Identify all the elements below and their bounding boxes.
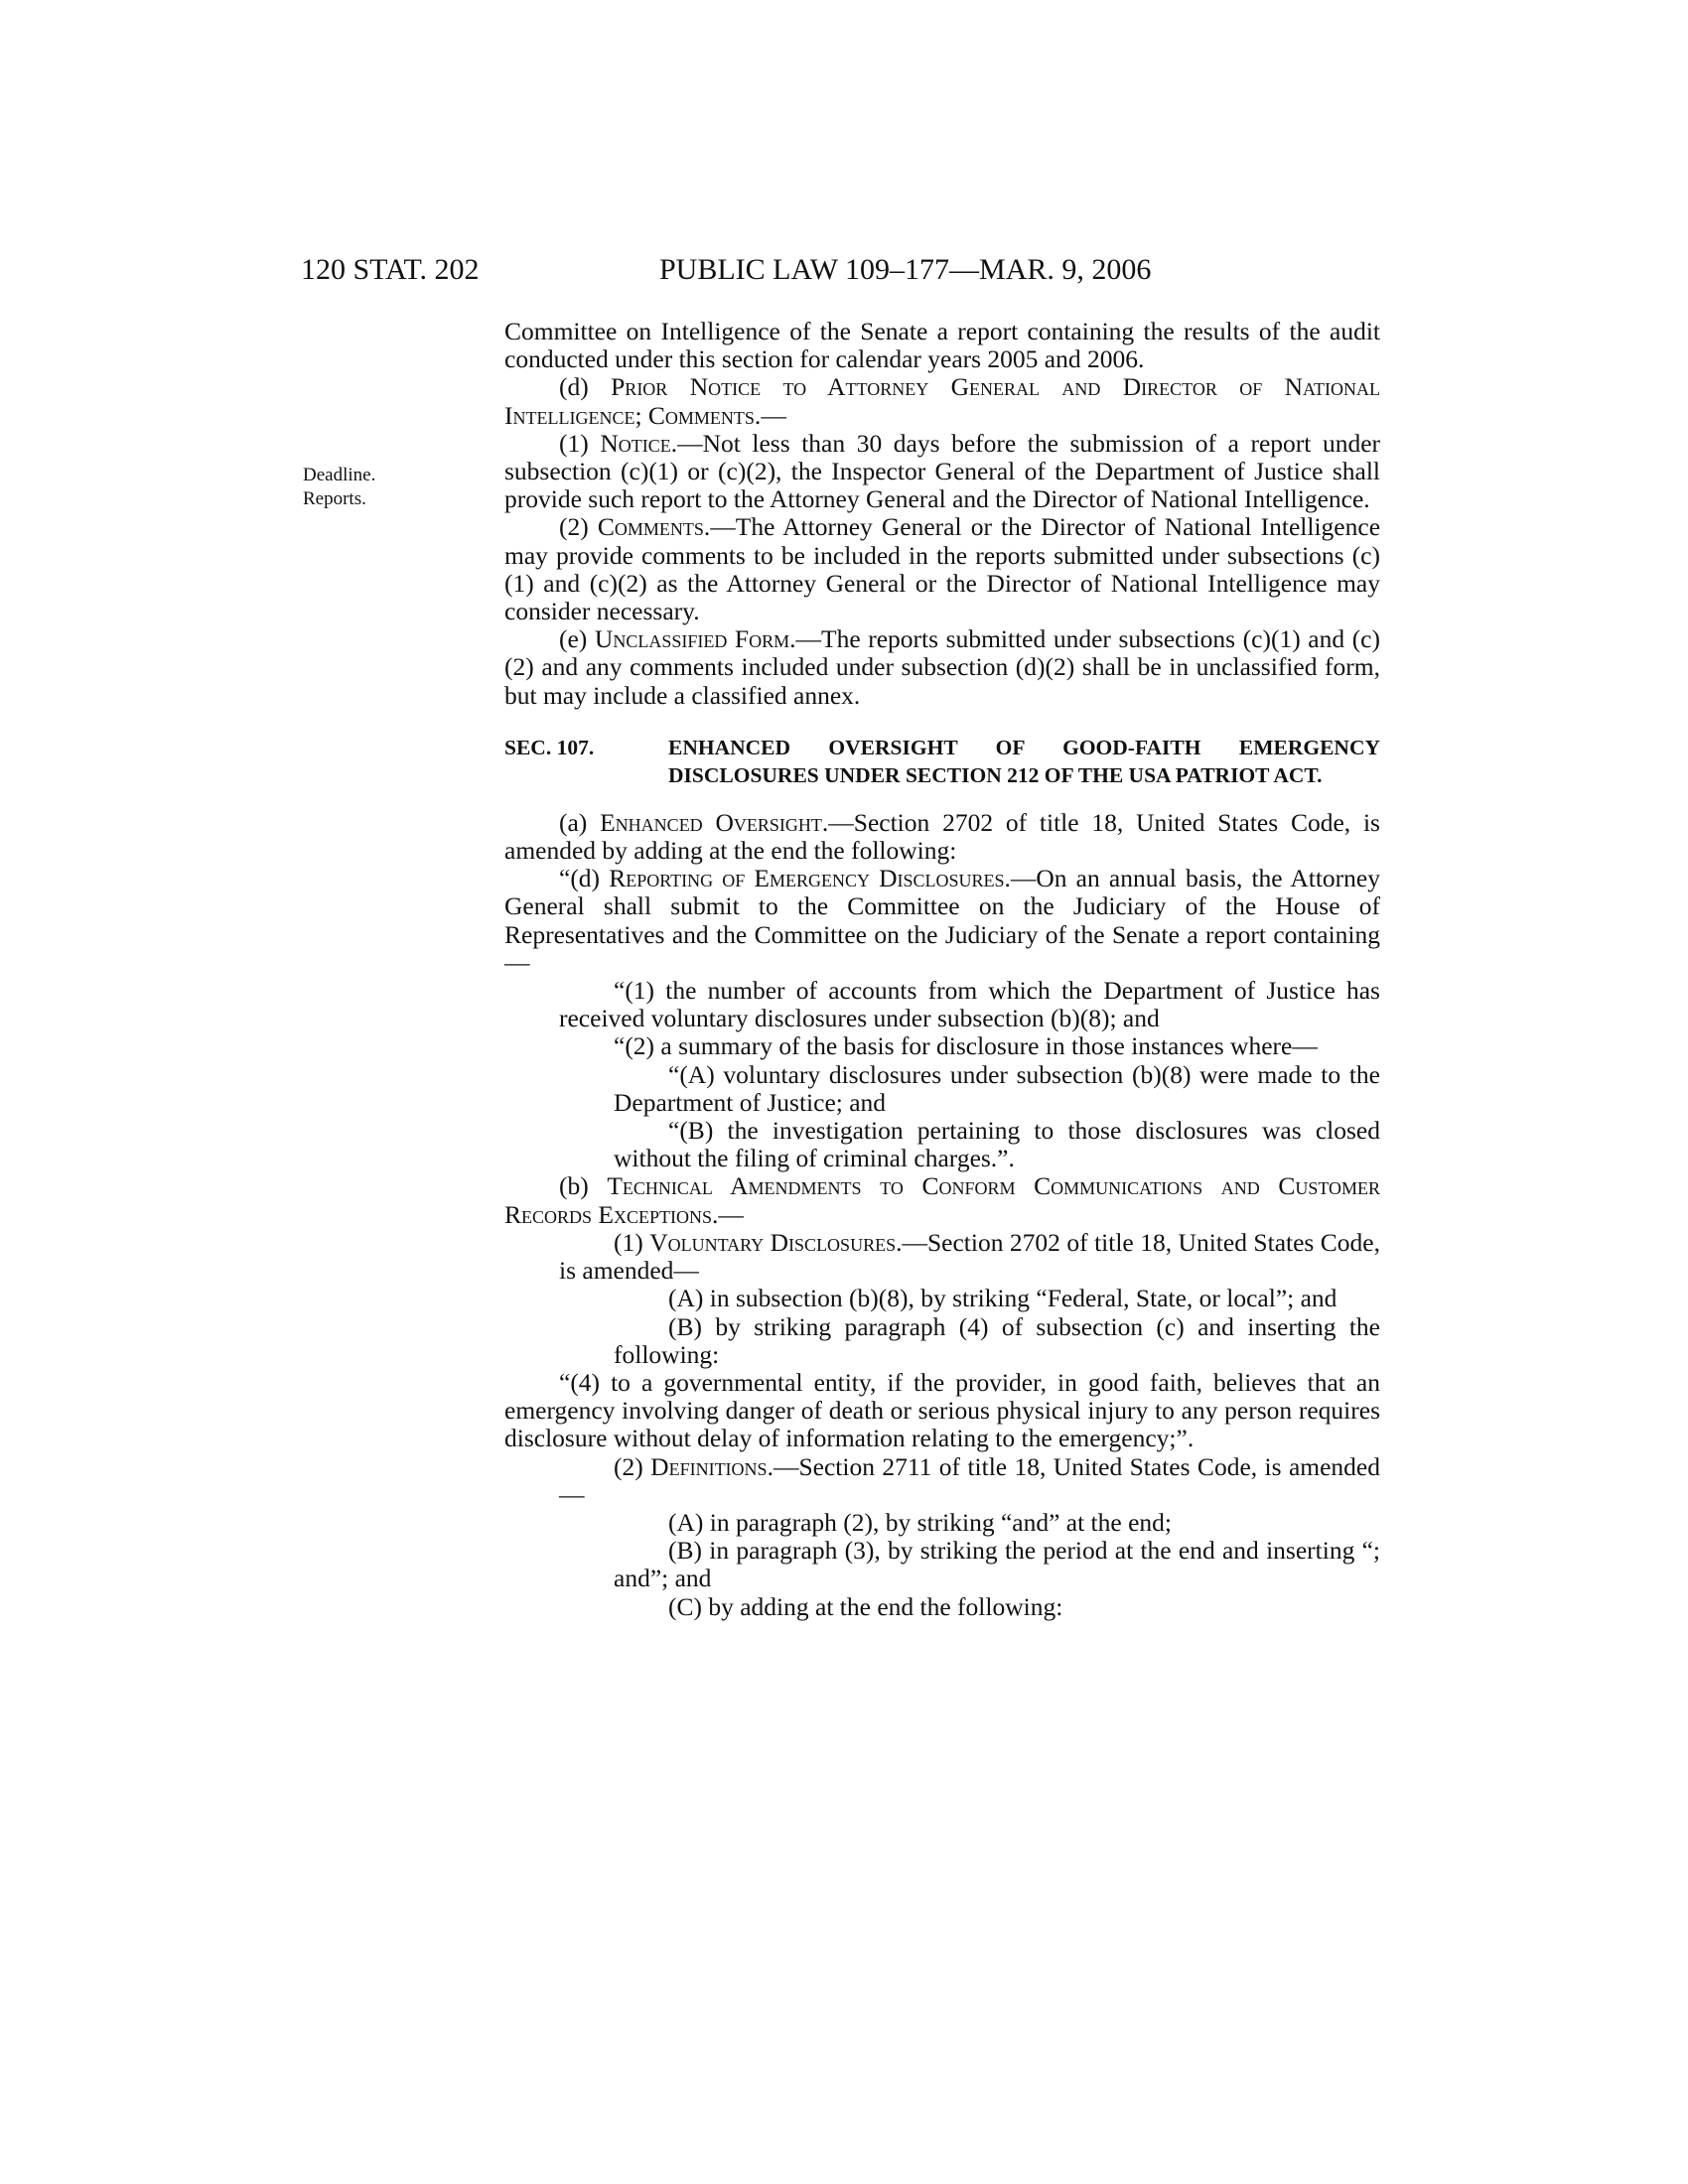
- b2-title: Definitions.: [650, 1451, 774, 1481]
- d2-label: (2): [559, 512, 598, 542]
- qd-label: “(d): [559, 864, 610, 893]
- subsection-e-unclassified: [504, 625, 1380, 710]
- quoted-subparagraph-b: “(B) the investigation pertaining to those disclosures was closed without the filing of criminal charges.”.: [614, 1116, 1380, 1173]
- a-text: —Section 2702 of title 18, United States Code, is amended by adding at the end the following:: [504, 807, 1380, 866]
- subsection-d-dash: —: [761, 400, 786, 430]
- quoted-paragraph-4: “(4) to a governmental entity, if the provider, in good faith, believes that an emergency involving danger of death or serious physical injury to any person requires disclosure without delay of information relating to the emergency;”.: [504, 1367, 1380, 1453]
- section-title: ENHANCED OVERSIGHT OF GOOD-FAITH EMERGENCY DISCLOSURES UNDER SECTION 212 OF THE USA PATRIOT ACT.: [668, 735, 1380, 787]
- b1-label: (1): [614, 1227, 650, 1257]
- d1-title: Notice.: [600, 428, 678, 458]
- e-text: —The reports submitted under subsections (c)(1) and (c)(2) and any comments included under subsection (d)(2) shall be in unclassified form, but may include a classified annex.: [504, 624, 1380, 710]
- stat-reference: 120 STAT. 202: [301, 253, 480, 286]
- section-107-heading: [504, 734, 1380, 789]
- d1-text: —Not less than 30 days before the submission of a report under subsection (c)(1) or (c)(2), the Inspector General of the Department of Justice shall provide such report to the Attorney General and the Director of National Intelligence.: [504, 428, 1381, 514]
- paragraph-continuation: Committee on Intelligence of the Senate a report containing the results of the audit conducted under this section for calendar years 2005 and 2006.: [504, 317, 1380, 374]
- law-title: PUBLIC LAW 109–177—MAR. 9, 2006: [659, 253, 1152, 286]
- subsection-a-oversight: [504, 809, 1380, 865]
- subsection-d-label: (d): [559, 372, 612, 402]
- b-title: Technical Amendments to Conform Communications and Customer Records Exceptions.: [504, 1171, 1381, 1229]
- e-label: (e): [559, 624, 595, 654]
- b-label: (b): [559, 1171, 608, 1201]
- d2-title: Comments.: [597, 512, 711, 542]
- a-title: Enhanced Oversight.: [600, 807, 829, 837]
- section-number: SEC. 107.: [504, 735, 595, 759]
- quoted-paragraph-2: “(2) a summary of the basis for disclosure in those instances where—: [614, 1031, 1318, 1061]
- e-title: Unclassified Form.: [594, 624, 796, 654]
- paragraph-b1-voluntary: [504, 1229, 1380, 1285]
- subparagraph-b1-a: (A) in subsection (b)(8), by striking “Federal, State, or local”; and: [668, 1284, 1337, 1313]
- b1-text: —Section 2702 of title 18, United States Code, is amended—: [559, 1227, 1381, 1286]
- qd-text: —On an annual basis, the Attorney General shall submit to the Committee on the Judiciary of the House of Representatives and the Committee on the Judiciary of the Senate a report containing—: [504, 864, 1380, 977]
- subparagraph-b2-a: (A) in paragraph (2), by striking “and” at the end;: [668, 1507, 1172, 1537]
- margin-note-deadline: Deadline.: [303, 465, 376, 485]
- qd-title: Reporting of Emergency Disclosures.: [609, 864, 1011, 893]
- subsection-d-title: Prior Notice to Attorney General and Director of National Intelligence; Comments.: [504, 372, 1381, 430]
- d1-label: (1): [559, 428, 601, 458]
- paragraph-d2-comments: [504, 513, 1380, 625]
- a-label: (a): [559, 807, 601, 837]
- b2-text: —Section 2711 of title 18, United States Code, is amended—: [559, 1451, 1381, 1509]
- document-body: [504, 318, 1380, 1621]
- b2-label: (2): [614, 1451, 651, 1481]
- subparagraph-b2-c: (C) by adding at the end the following:: [668, 1591, 1063, 1621]
- b-dash: —: [718, 1199, 744, 1229]
- subparagraph-b2-b: (B) in paragraph (3), by striking the period at the end and inserting “; and”; and: [614, 1536, 1380, 1593]
- subsection-b-technical: [504, 1172, 1380, 1228]
- margin-notes: [303, 464, 422, 511]
- paragraph-b2-definitions: [504, 1453, 1380, 1509]
- b1-title: Voluntary Disclosures.: [649, 1227, 903, 1257]
- subparagraph-b1-b: (B) by striking paragraph (4) of subsection (c) and inserting the following:: [614, 1311, 1380, 1369]
- quoted-subsection-d: [504, 865, 1380, 977]
- d2-text: —The Attorney General or the Director of National Intelligence may provide comments to be included in the reports submitted under subsections (c)(1) and (c)(2) as the Attorney General or the Director of National Intelligence may consider necessary.: [504, 512, 1381, 626]
- margin-note-reports: Reports.: [303, 488, 366, 509]
- quoted-paragraph-1: “(1) the number of accounts from which the Department of Justice has received voluntary disclosures under subsection (b)(8); and: [559, 976, 1380, 1033]
- subsection-d-heading: [504, 373, 1380, 429]
- quoted-subparagraph-a: “(A) voluntary disclosures under subsection (b)(8) were made to the Department of Justice; and: [614, 1059, 1380, 1117]
- paragraph-d1-notice: [504, 430, 1380, 514]
- page-header: [301, 248, 1380, 292]
